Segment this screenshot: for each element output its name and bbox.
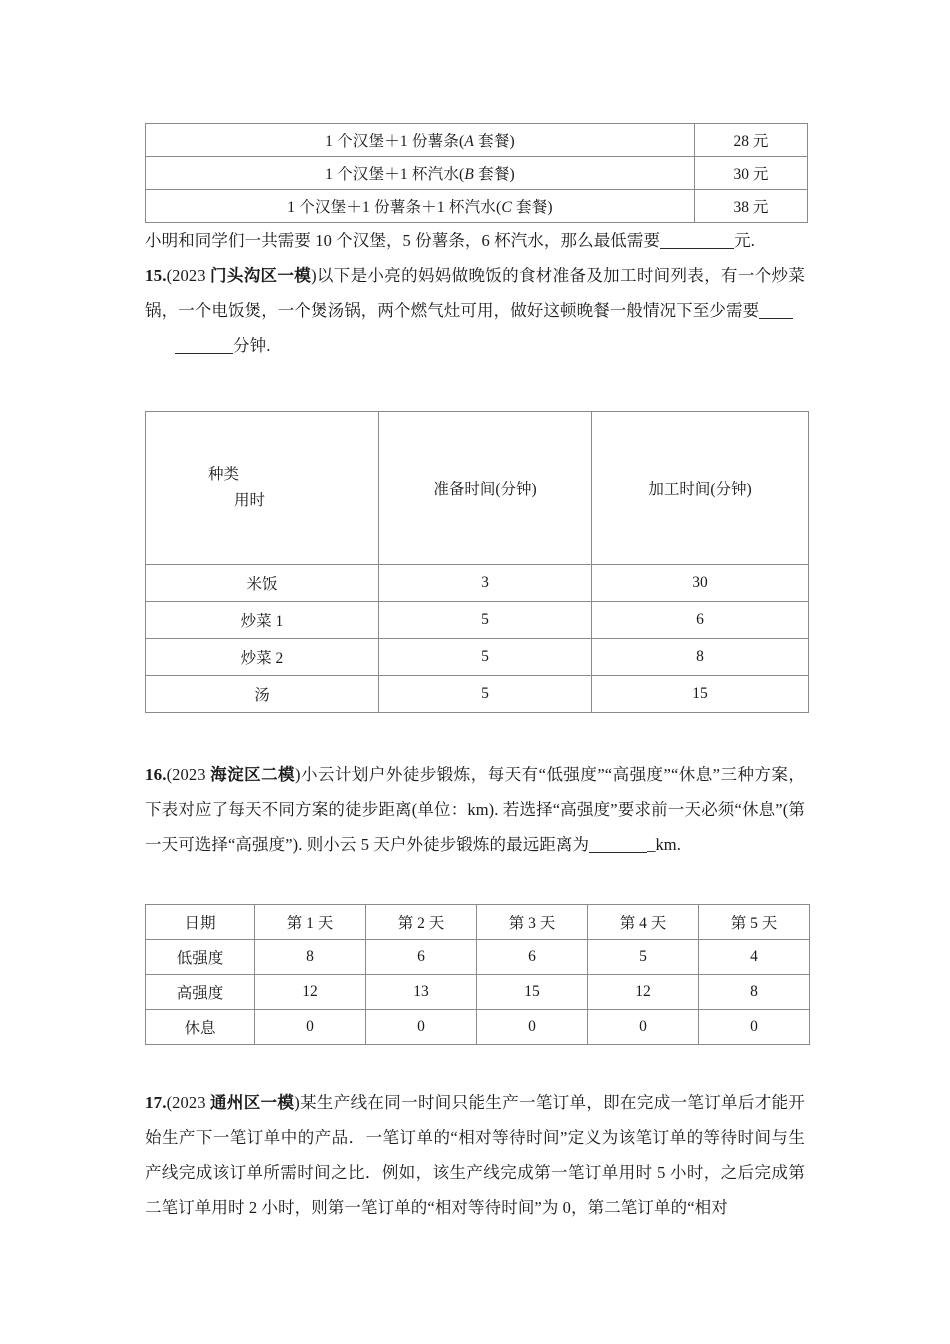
cooking-cook-value: 30 xyxy=(592,565,809,602)
table-row xyxy=(146,940,810,975)
cooking-cook-value: 15 xyxy=(592,676,809,713)
table-header-row xyxy=(146,905,810,940)
hiking-value: 8 xyxy=(255,940,366,975)
cooking-item-name: 炒菜 2 xyxy=(146,639,379,676)
menu-desc-pre: 1 个汉堡＋1 份薯条( xyxy=(325,133,465,150)
cooking-prep-value: 5 xyxy=(379,602,592,639)
menu-desc-label: B xyxy=(464,166,475,183)
question-16 xyxy=(145,757,805,862)
hiking-header-day4: 第 4 天 xyxy=(588,905,699,940)
cooking-prep-value: 3 xyxy=(379,565,592,602)
answer-blank[interactable] xyxy=(175,353,233,354)
cooking-prep-header: 准备时间(分钟) xyxy=(379,412,592,565)
hiking-row-label: 低强度 xyxy=(146,940,255,975)
menu-desc-post: 套餐) xyxy=(474,166,515,183)
cooking-cook-value: 8 xyxy=(592,639,809,676)
menu-description-cell xyxy=(146,124,695,157)
menu-price-table xyxy=(145,123,808,223)
hiking-value: 8 xyxy=(699,975,810,1010)
table-row xyxy=(146,975,810,1010)
table-row xyxy=(146,1010,810,1045)
hiking-row-label: 高强度 xyxy=(146,975,255,1010)
spacer xyxy=(145,1045,805,1085)
hiking-value: 0 xyxy=(366,1010,477,1045)
source-open: (2023 xyxy=(166,765,211,784)
hiking-value: 0 xyxy=(588,1010,699,1045)
answer-blank[interactable] xyxy=(589,852,647,853)
cooking-item-name: 米饭 xyxy=(146,565,379,602)
source-close: ) xyxy=(311,266,317,285)
hiking-header-day5: 第 5 天 xyxy=(699,905,810,940)
table-row xyxy=(146,639,809,676)
corner-header-line2: 用时 xyxy=(234,492,266,509)
cooking-item-name: 汤 xyxy=(146,676,379,713)
table-row xyxy=(146,190,808,223)
source-close: ) xyxy=(294,1093,300,1112)
menu-price-cell: 30 元 xyxy=(695,157,808,190)
question-15-unit: 分钟. xyxy=(233,336,271,355)
hiking-value: 13 xyxy=(366,975,477,1010)
menu-price-cell: 28 元 xyxy=(695,124,808,157)
source-region: 门头沟区一模 xyxy=(210,266,312,285)
menu-desc-pre: 1 个汉堡＋1 份薯条＋1 杯汽水( xyxy=(287,199,502,216)
hiking-value: 15 xyxy=(477,975,588,1010)
menu-followup-pre: 小明和同学们一共需要 10 个汉堡，5 份薯条，6 杯汽水，那么最低需要 xyxy=(145,231,661,250)
cooking-time-table xyxy=(145,411,809,713)
question-16-body: 小云计划户外徒步锻炼，每天有“低强度”“高强度”“休息”三种方案，下表对应了每天不同方案的徒步距离(单位：km). 若选择“高强度”要求前一天必须“休息”(第一天可选择“高强度”). 则小云 5 天户外徒步锻炼的最远距离为 xyxy=(145,765,805,854)
menu-desc-label: A xyxy=(464,133,475,150)
cooking-corner-header xyxy=(146,412,379,565)
cooking-cook-header: 加工时间(分钟) xyxy=(592,412,809,565)
table-row xyxy=(146,676,809,713)
table-row xyxy=(146,565,809,602)
hiking-row-label: 休息 xyxy=(146,1010,255,1045)
question-number: 16. xyxy=(145,765,167,784)
hiking-value: 0 xyxy=(699,1010,810,1045)
source-open: (2023 xyxy=(166,266,211,285)
question-15 xyxy=(145,258,805,363)
menu-desc-post: 套餐) xyxy=(474,133,515,150)
menu-desc-post: 套餐) xyxy=(511,199,553,216)
hiking-header-date: 日期 xyxy=(146,905,255,940)
hiking-distance-table xyxy=(145,904,810,1045)
cooking-prep-value: 5 xyxy=(379,639,592,676)
corner-header-line1: 种类 xyxy=(208,466,240,483)
hiking-header-day3: 第 3 天 xyxy=(477,905,588,940)
answer-blank[interactable] xyxy=(759,318,793,319)
source-region: 海淀区二模 xyxy=(210,765,296,784)
menu-followup-text xyxy=(145,223,805,258)
cooking-prep-value: 5 xyxy=(379,676,592,713)
menu-description-cell xyxy=(146,157,695,190)
table-header-row xyxy=(146,412,809,565)
hiking-value: 0 xyxy=(255,1010,366,1045)
source-close: ) xyxy=(295,765,301,784)
hiking-value: 4 xyxy=(699,940,810,975)
cooking-cook-value: 6 xyxy=(592,602,809,639)
spacer xyxy=(145,713,805,757)
question-number: 17. xyxy=(145,1093,167,1112)
menu-price-cell: 38 元 xyxy=(695,190,808,223)
menu-desc-label: C xyxy=(501,199,512,216)
question-17 xyxy=(145,1085,805,1225)
question-number: 15. xyxy=(145,266,167,285)
hiking-value: 6 xyxy=(477,940,588,975)
worksheet-page xyxy=(145,0,805,1344)
hiking-value: 0 xyxy=(477,1010,588,1045)
table-row xyxy=(146,157,808,190)
source-region: 通州区一模 xyxy=(210,1093,295,1112)
answer-blank[interactable] xyxy=(660,248,734,249)
question-15-body: 以下是小亮的妈妈做晚饭的食材准备及加工时间列表，有一个炒菜锅，一个电饭煲，一个煲汤锅，两个燃气灶可用，做好这顿晚餐一般情况下至少需要 xyxy=(145,266,805,320)
table-row xyxy=(146,124,808,157)
corner-header-stack xyxy=(146,462,378,514)
question-17-body: 某生产线在同一时间只能生产一笔订单，即在完成一笔订单后才能开始生产下一笔订单中的产品．一笔订单的“相对等待时间”定义为该笔订单的等待时间与生产线完成该订单所需时间之比．例如，该生产线完成第一笔订单用时 5 小时，之后完成第二笔订单用时 2 小时，则第一笔订单的“相对等待时间”为 0，第二笔订单的“相对 xyxy=(145,1093,806,1217)
source-open: (2023 xyxy=(166,1093,211,1112)
hiking-value: 12 xyxy=(588,975,699,1010)
hiking-value: 5 xyxy=(588,940,699,975)
hiking-header-day1: 第 1 天 xyxy=(255,905,366,940)
question-16-unit: _km. xyxy=(647,835,681,854)
hiking-value: 6 xyxy=(366,940,477,975)
menu-desc-pre: 1 个汉堡＋1 杯汽水( xyxy=(325,166,465,183)
table-row xyxy=(146,602,809,639)
hiking-header-day2: 第 2 天 xyxy=(366,905,477,940)
menu-followup-post: 元. xyxy=(734,231,755,250)
menu-description-cell xyxy=(146,190,695,223)
hiking-value: 12 xyxy=(255,975,366,1010)
cooking-item-name: 炒菜 1 xyxy=(146,602,379,639)
